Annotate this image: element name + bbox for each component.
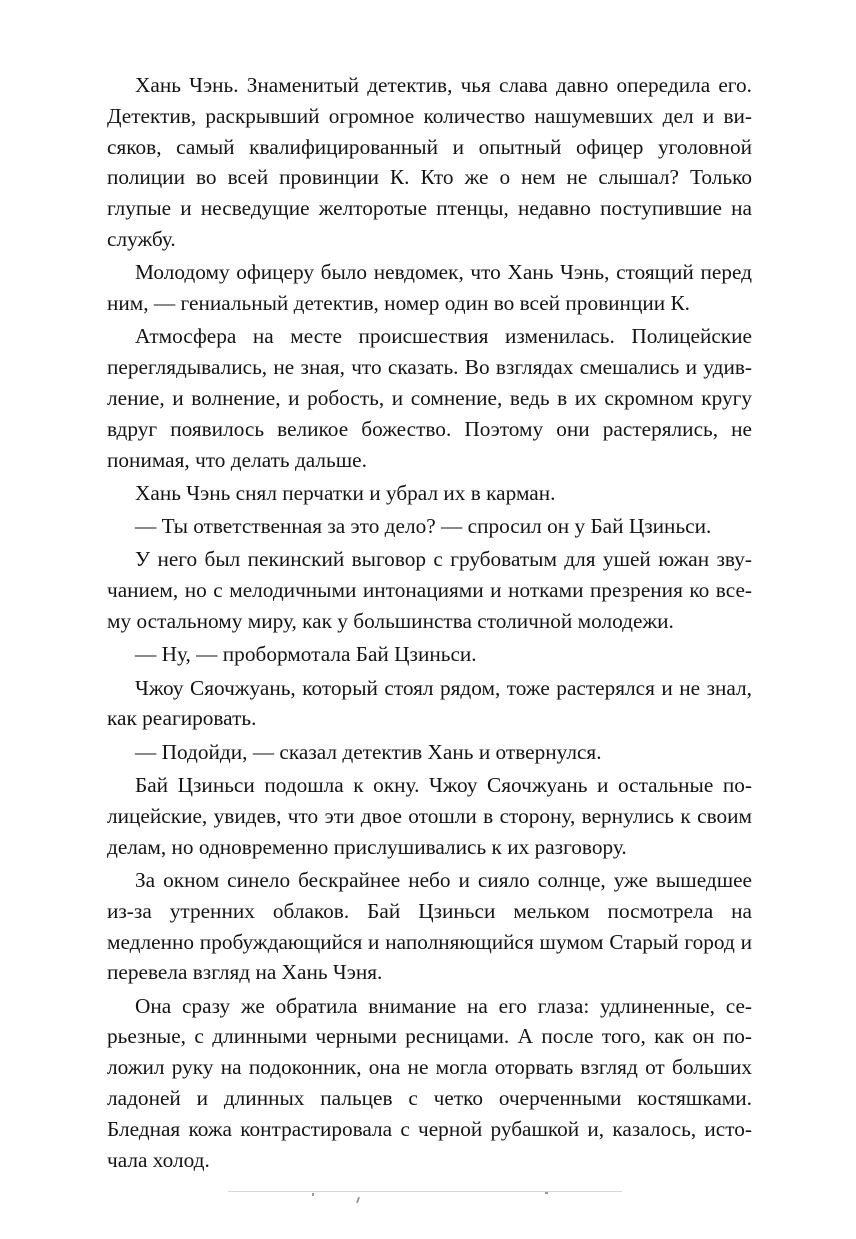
page-text <box>107 70 752 1175</box>
paragraph-2: Молодому офицеру было невдомек, что Хань Чэнь, стоящий перед ним, — гениальный детектив, номер один во всей провинции К. <box>107 260 752 316</box>
paragraph-5: — Ты ответственная за это дело? — спросил он у Бай Цзиньси. <box>135 514 712 539</box>
scan-speck <box>545 1192 548 1194</box>
scan-speck <box>312 1193 314 1196</box>
paragraph-9: — Подойди, — сказал детектив Хань и отвернулся. <box>135 739 602 764</box>
paragraph-4: Хань Чэнь снял перчатки и убрал их в карман. <box>135 480 556 505</box>
scan-speck <box>356 1197 360 1203</box>
paragraph-10: Бай Цзиньси подошла к окну. Чжоу Сяочжуань и остальные полицейские, увидев, что эти двое отошли в сторону, вернулись к своим делам, но одновременно прислушивались к их разговору. <box>107 773 752 859</box>
paragraph-3: Атмосфера на месте происшествия изменилась. Полицейские переглядывались, не зная, что сказать. Во взглядах смешались и удивление, и волнение, и робость, и сомнение, ведь в их скромном кругу вдруг появилось великое божество. Поэтому они растерялись, не понимая, что делать дальше. <box>107 324 752 472</box>
paragraph-12: Она сразу же обратила внимание на его глаза: удлиненные, серьезные, с длинными черными ресницами. А после того, как он положил руку на подоконник, она не могла оторвать взгляд от больших ладоней и длинных пальцев с четко очерченными костяшками. Бледная кожа контрастировала с черной рубашкой и, казалось, источала холод. <box>107 993 752 1172</box>
paragraph-7: — Ну, — пробормотала Бай Цзиньси. <box>135 642 477 667</box>
paragraph-8: Чжоу Сяочжуань, который стоял рядом, тоже растерялся и не знал, как реагировать. <box>107 675 752 731</box>
paragraph-6: У него был пекинский выговор с грубоватым для ушей южан звучанием, но с мелодичными интонациями и нотками презрения ко всему остальному миру, как у большинства столичной молодежи. <box>107 547 752 634</box>
footer-divider <box>228 1191 622 1192</box>
paragraph-11: За окном синело бескрайнее небо и сияло солнце, уже вышедшее из-за утренних облаков. Бай Цзиньси мельком посмотрела на медленно пробуждающийся и наполняющийся шумом Старый город и перевела взгляд на Хань Чэня. <box>107 867 752 985</box>
paragraph-1: Хань Чэнь. Знаменитый детектив, чья слава давно опередила его. Детектив, раскрывший огромное количество нашумевших дел и висяков, самый квалифицированный и опытный офицер уголовной полиции во всей провинции К. Кто же о нем не слышал? Только глупые и несведущие желторотые птенцы, недавно поступившие на службу. <box>107 73 752 251</box>
